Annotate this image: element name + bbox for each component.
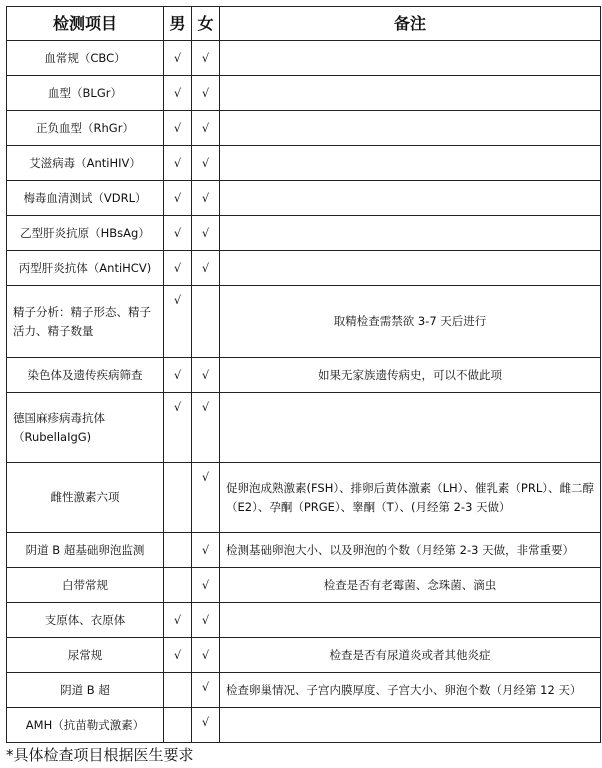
row-item: AMH（抗苗勒式激素） bbox=[7, 708, 164, 743]
row-item: 雌性激素六项 bbox=[7, 463, 164, 533]
row-female: √ bbox=[192, 76, 220, 111]
row-male: √ bbox=[164, 286, 192, 358]
row-note bbox=[220, 393, 601, 463]
table-row bbox=[7, 603, 601, 638]
row-male: √ bbox=[164, 111, 192, 146]
row-item: 精子分析：精子形态、精子活力、精子数量 bbox=[7, 286, 164, 358]
row-item: 染色体及遗传疾病筛查 bbox=[7, 358, 164, 393]
row-note: 如果无家族遗传病史，可以不做此项 bbox=[220, 358, 601, 393]
row-male: √ bbox=[164, 638, 192, 673]
row-item: 血型（BLGr） bbox=[7, 76, 164, 111]
table-row bbox=[7, 358, 601, 393]
table-row bbox=[7, 673, 601, 708]
row-item: 丙型肝炎抗体（AntiHCV) bbox=[7, 251, 164, 286]
row-note: 检查是否有尿道炎或者其他炎症 bbox=[220, 638, 601, 673]
row-female: √ bbox=[192, 358, 220, 393]
row-female: √ bbox=[192, 216, 220, 251]
row-male: √ bbox=[164, 393, 192, 463]
row-item: 乙型肝炎抗原（HBsAg） bbox=[7, 216, 164, 251]
row-item: 艾滋病毒（AntiHIV） bbox=[7, 146, 164, 181]
row-female: √ bbox=[192, 568, 220, 603]
row-female: √ bbox=[192, 603, 220, 638]
row-item: 尿常规 bbox=[7, 638, 164, 673]
table-row bbox=[7, 286, 601, 358]
table-row bbox=[7, 111, 601, 146]
row-female: √ bbox=[192, 638, 220, 673]
row-female: √ bbox=[192, 463, 220, 533]
row-note bbox=[220, 146, 601, 181]
table-row bbox=[7, 533, 601, 568]
row-female: √ bbox=[192, 393, 220, 463]
row-item: 德国麻疹病毒抗体（RubellaIgG) bbox=[7, 393, 164, 463]
header-note: 备注 bbox=[220, 7, 601, 41]
header-row bbox=[7, 7, 601, 41]
header-male: 男 bbox=[164, 7, 192, 41]
row-item: 阴道 B 超 bbox=[7, 673, 164, 708]
table-row bbox=[7, 638, 601, 673]
row-item: 正负血型（RhGr） bbox=[7, 111, 164, 146]
table-row bbox=[7, 146, 601, 181]
row-note: 检查卵巢情况、子宫内膜厚度、子宫大小、卵泡个数（月经第 12 天） bbox=[220, 673, 601, 708]
row-item: 阴道 B 超基础卵泡监测 bbox=[7, 533, 164, 568]
checkup-table bbox=[6, 6, 601, 743]
row-female: √ bbox=[192, 181, 220, 216]
row-female: √ bbox=[192, 533, 220, 568]
row-item: 血常规（CBC） bbox=[7, 41, 164, 76]
table-row bbox=[7, 216, 601, 251]
row-male: √ bbox=[164, 251, 192, 286]
row-item: 支原体、衣原体 bbox=[7, 603, 164, 638]
table-row bbox=[7, 41, 601, 76]
row-male bbox=[164, 673, 192, 708]
table-row bbox=[7, 708, 601, 743]
row-note: 检测基础卵泡大小、以及卵泡的个数（月经第 2-3 天做，非常重要） bbox=[220, 533, 601, 568]
row-female: √ bbox=[192, 146, 220, 181]
row-note bbox=[220, 708, 601, 743]
row-female: √ bbox=[192, 673, 220, 708]
row-male bbox=[164, 708, 192, 743]
row-female: √ bbox=[192, 111, 220, 146]
row-note bbox=[220, 181, 601, 216]
row-note: 取精检查需禁欲 3-7 天后进行 bbox=[220, 286, 601, 358]
header-female: 女 bbox=[192, 7, 220, 41]
row-female: √ bbox=[192, 41, 220, 76]
footnote: *具体检查项目根据医生要求 bbox=[6, 746, 194, 764]
row-item: 白带常规 bbox=[7, 568, 164, 603]
row-note bbox=[220, 76, 601, 111]
table-row bbox=[7, 393, 601, 463]
row-male bbox=[164, 568, 192, 603]
row-male: √ bbox=[164, 146, 192, 181]
table-row bbox=[7, 251, 601, 286]
row-female: √ bbox=[192, 251, 220, 286]
row-item: 梅毒血清测试（VDRL） bbox=[7, 181, 164, 216]
row-note bbox=[220, 251, 601, 286]
row-note: 促卵泡成熟激素(FSH）、排卵后黄体激素（LH）、催乳素（PRL）、雌二醇（E2）、孕酮（PRGE）、睾酮（T）、(月经第 2-3 天做） bbox=[220, 463, 601, 533]
row-female: √ bbox=[192, 708, 220, 743]
row-male: √ bbox=[164, 216, 192, 251]
row-male: √ bbox=[164, 181, 192, 216]
table-row bbox=[7, 181, 601, 216]
table-row bbox=[7, 463, 601, 533]
table-row bbox=[7, 76, 601, 111]
row-male bbox=[164, 463, 192, 533]
row-male: √ bbox=[164, 41, 192, 76]
row-note bbox=[220, 603, 601, 638]
table-row bbox=[7, 568, 601, 603]
header-item: 检测项目 bbox=[7, 7, 164, 41]
row-male: √ bbox=[164, 358, 192, 393]
row-male bbox=[164, 533, 192, 568]
row-female bbox=[192, 286, 220, 358]
row-male: √ bbox=[164, 76, 192, 111]
row-note bbox=[220, 216, 601, 251]
row-male: √ bbox=[164, 603, 192, 638]
row-note bbox=[220, 41, 601, 76]
row-note bbox=[220, 111, 601, 146]
row-note: 检查是否有老霉菌、念珠菌、滴虫 bbox=[220, 568, 601, 603]
